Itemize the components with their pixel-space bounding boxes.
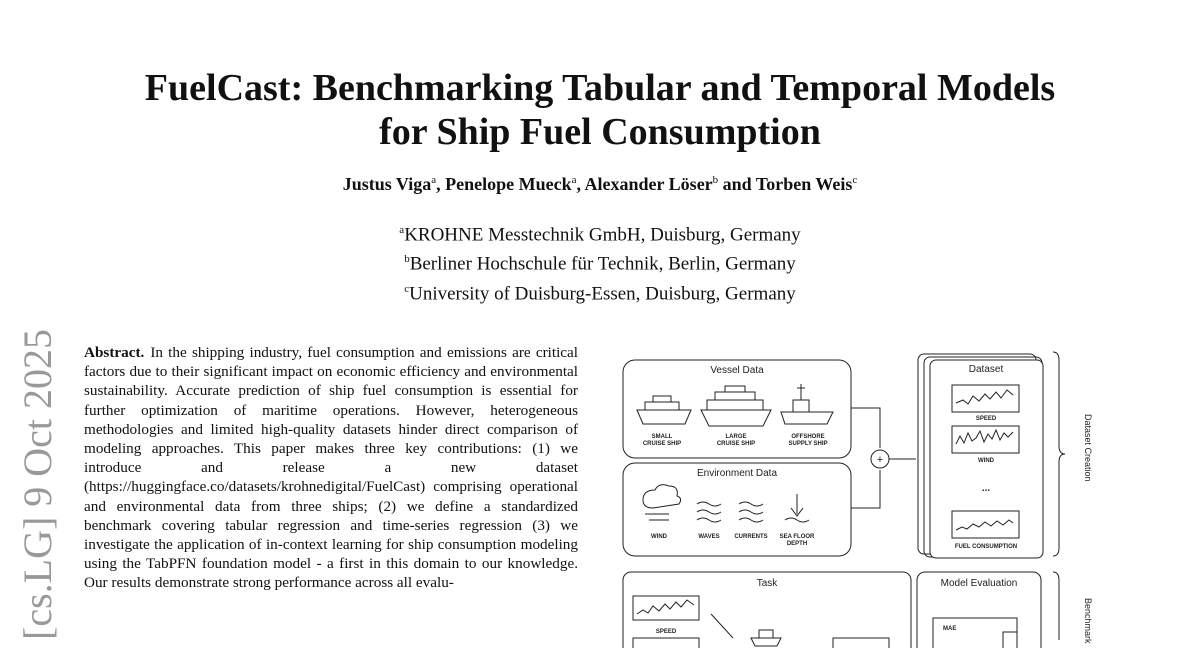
task-speed-line: [637, 600, 694, 614]
plus-symbol: +: [876, 454, 884, 466]
model-evaluation-title: Model Evaluation: [940, 578, 1018, 589]
author-name: Torben Weis: [755, 174, 853, 194]
vessel-label-line: SUPPLY SHIP: [788, 441, 828, 447]
eval-metric-label: MAE: [943, 626, 957, 632]
env-label: WIND: [651, 534, 667, 540]
vessel-arrow: [851, 408, 880, 448]
author-name: Penelope Mueck: [445, 174, 572, 194]
env-arrow: [851, 470, 880, 508]
task-item-label: SPEED: [655, 629, 677, 635]
task-plot-2: [633, 638, 699, 648]
dataset-brace: [1053, 352, 1065, 556]
vessel-label-line: OFFSHORE: [791, 434, 825, 440]
overview-figure: [615, 348, 1200, 648]
author-name: Alexander Löser: [584, 174, 713, 194]
affiliation-sup: c: [404, 282, 410, 295]
author-separator: ,: [576, 174, 585, 194]
vessel-label-line: CRUISE SHIP: [716, 441, 756, 447]
arxiv-stamp: [cs.LG] 9 Oct 2025: [15, 328, 60, 640]
vessel-label-line: CRUISE SHIP: [642, 441, 682, 447]
affiliation: [0, 247, 1200, 276]
affiliation: [0, 218, 1200, 247]
affiliation: [0, 277, 1200, 306]
vessel-label-line: LARGE: [725, 434, 747, 440]
vessel-label: [643, 434, 681, 447]
title-line-1: FuelCast: Benchmarking Tabular and Temporal Models: [144, 67, 1056, 109]
author-sup: b: [712, 174, 719, 186]
large-cruise-ship-icon: [701, 386, 771, 426]
vessel-data-title: Vessel Data: [710, 365, 764, 376]
affiliation-text: University of Duisburg-Essen, Duisburg, Germany: [409, 282, 796, 304]
env-label-line: SEA FLOOR: [779, 534, 815, 540]
affiliation-sup: a: [399, 224, 405, 236]
author-separator: ,: [436, 174, 446, 194]
task-title: Task: [756, 578, 778, 589]
env-label: CURRENTS: [734, 534, 768, 540]
env-label: [780, 534, 815, 547]
sea-floor-depth-icon: [785, 494, 809, 522]
vessel-label: [717, 434, 755, 447]
currents-icon: [739, 502, 763, 522]
abstract: [84, 343, 578, 593]
dataset-item-label: WIND: [978, 458, 994, 464]
author-sup: a: [571, 174, 577, 186]
author-sup: c: [852, 174, 858, 186]
waves-icon: [697, 502, 721, 522]
benchmark-label: Benchmark: [1083, 598, 1093, 644]
eval-plot: [933, 618, 1017, 648]
abstract-text: In the shipping industry, fuel consumption and emissions are critical factors due to their significant impact on economic efficiency and environmental sustainability. Accurate prediction of ship fuel consumption is essential for further optimization of maritime operations. However, heterogeneous methodologies and limited high-quality datasets hinder direct comparison of modeling approaches. This paper makes three key contributions: (1) we introduce and release a new dataset (https://huggingface.co/datasets/krohnedigital/FuelCast) comprising operational and environmental data from three ships; (2) we define a standardized benchmark covering tabular regression and time-series regression (3) we investigate the application of in-context learning for ship consumption modeling using the TabPFN foundation model - a first in this domain to our knowledge. Our results demonstrate strong performance across all evalu-: [84, 344, 578, 592]
affiliation-text: Berliner Hochschule für Technik, Berlin, Germany: [409, 253, 796, 275]
wind-icon: [643, 485, 681, 520]
vessel-label-line: SMALL: [651, 434, 673, 440]
env-label-line: DEPTH: [786, 541, 808, 547]
dataset-title: Dataset: [968, 364, 1004, 375]
env-label: WAVES: [698, 534, 720, 540]
dataset-creation-label: Dataset Creation: [1083, 414, 1093, 482]
dataset-item-label: SPEED: [975, 416, 997, 422]
dataset-item-label: ...: [981, 483, 991, 494]
affiliation-sup: b: [404, 253, 410, 266]
dataset-item-label: FUEL CONSUMPTION: [954, 544, 1018, 550]
author-sup: a: [431, 174, 437, 186]
benchmark-brace: [1053, 572, 1059, 640]
abstract-label: Abstract.: [84, 344, 145, 361]
author-and: and: [718, 174, 756, 194]
eval-bar: [1003, 632, 1017, 648]
affiliation-list: [0, 218, 1200, 306]
offshore-supply-ship-icon: [781, 384, 833, 424]
task-ship-icon: [751, 630, 781, 646]
small-cruise-ship-icon: [637, 396, 691, 424]
title-line-2: for Ship Fuel Consumption: [379, 111, 821, 153]
author-list: [0, 174, 1200, 195]
affiliation-text: KROHNE Messtechnik GmbH, Duisburg, Germany: [404, 224, 801, 246]
paper-title: [0, 66, 1200, 154]
vessel-label: [788, 434, 827, 447]
task-output-plot: [833, 638, 889, 648]
author-name: Justus Viga: [342, 174, 432, 194]
environment-data-title: Environment Data: [696, 468, 778, 479]
task-speed-plot: [633, 596, 699, 620]
task-arrow: [711, 614, 733, 638]
